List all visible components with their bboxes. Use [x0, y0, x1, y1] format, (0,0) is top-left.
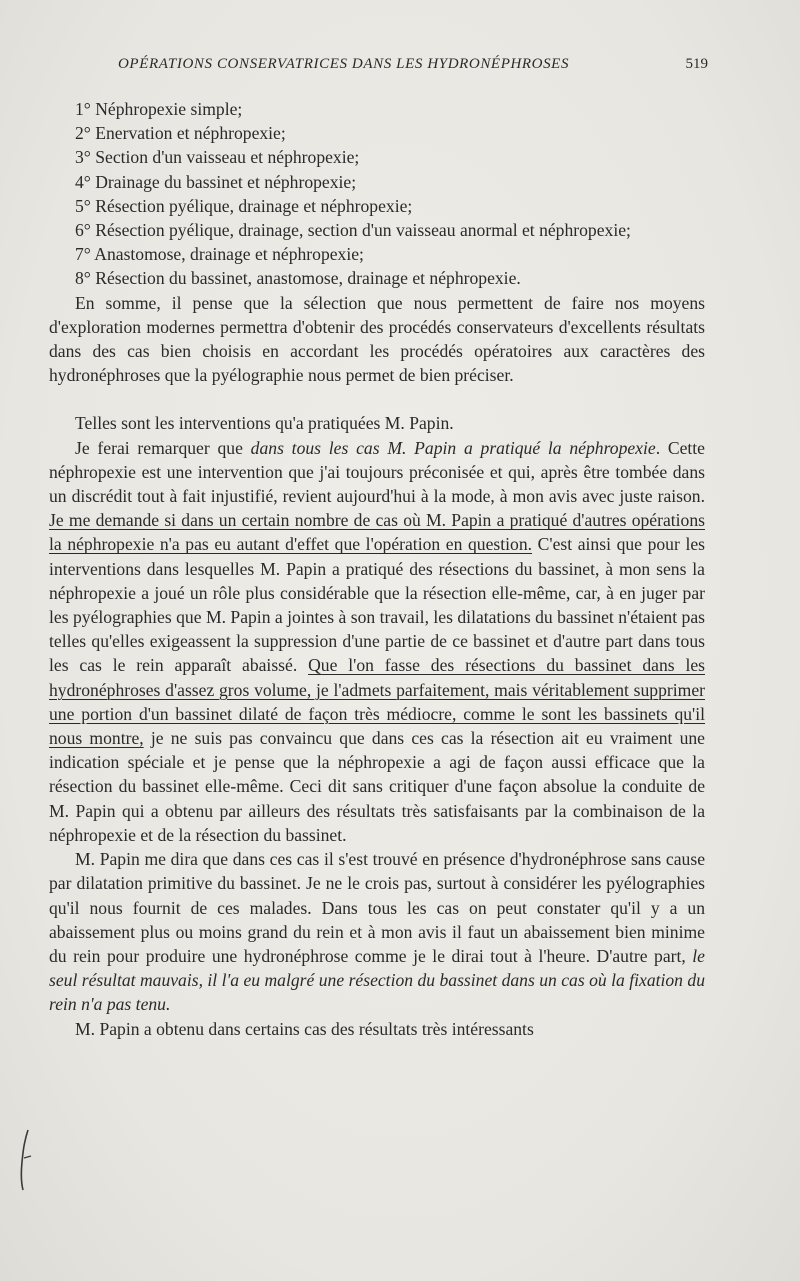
list-item: 3° Section d'un vaisseau et néphropexie;: [75, 147, 360, 168]
paragraph: M. Papin a obtenu dans certains cas des résultats très intéressants: [75, 1018, 534, 1039]
underlined-run: Je me demande si dans un certain nombre de cas où M. Papin a pratiqué d'autres opérations la néphropexie n'a pas eu autant d'effet que l'opération en question.: [49, 510, 705, 555]
margin-pen-mark: [14, 1128, 34, 1192]
text-run: Je ferai remarquer que: [75, 437, 251, 458]
paragraph-gap: [49, 387, 705, 411]
paragraph: [49, 436, 705, 847]
text-run: M. Papin me dira que dans ces cas il s'est trouvé en présence d'hydronéphrose sans cause par dilatation primitive du bassinet. Je ne le crois pas, surtout à considérer les pyélographies qu'il nous fournit de ces malades. Dans tous les cas on peut constater qu'il y a un abaissement plus ou moins grand du rein et à mon avis il faut un abaissement bien minime du rein pour produire une hydronéphrose comme je le dirai tout à l'heure. D'autre part,: [49, 849, 705, 966]
running-header: [118, 56, 708, 78]
list-item: 6° Résection pyélique, drainage, section d'un vaisseau anormal et néphropexie;: [75, 220, 631, 241]
italic-run: le seul résultat mauvais, il l'a eu malgré une résection du bassinet dans un cas où la fixation du rein n'a pas tenu.: [49, 945, 705, 1015]
page-number: 519: [685, 56, 708, 72]
list-item: 1° Néphropexie simple;: [75, 99, 243, 119]
underlined-run: Que l'on fasse des résections du bassinet dans les hydronéphroses d'assez gros volume, je l'admets parfaitement, mais véritablement supprimer une portion d'un bassinet dilaté de façon très médiocre, comme le sont les bassinets qu'il nous montre,: [49, 655, 705, 749]
list-item: 2° Enervation et néphropexie;: [75, 123, 286, 144]
procedure-list: [49, 97, 705, 291]
paragraph: [49, 847, 705, 1016]
text-run: C'est ainsi que pour les interventions dans lesquelles M. Papin a pratiqué des résections du bassinet, à mon sens la néphropexie a joué un rôle plus considérable que la résection elle-même, car, à en juger par les pyélographies que M. Papin a jointes à son travail, les dilatations du bassinet n'étaient pas telles qu'elles exigeassent la suppression d'une partie de ce bassinet et d'autre part dans tous les cas le rein apparaît abaissé.: [49, 534, 706, 676]
list-item: 8° Résection du bassinet, anastomose, drainage et néphropexie.: [75, 268, 521, 289]
paragraph: Telles sont les interventions qu'a pratiquées M. Papin.: [75, 413, 454, 434]
body-text: [49, 97, 705, 1041]
paragraph: En somme, il pense que la sélection que nous permettent de faire nos moyens d'exploration modernes permettra d'obtenir des procédés conservateurs d'excellents résultats dans des cas bien choisis en accordant les procédés opératoires aux caractères des hydronéphroses que la pyélographie nous permet de bien préciser.: [49, 292, 705, 386]
running-title: OPÉRATIONS CONSERVATRICES DANS LES HYDRONÉPHROSES: [118, 56, 570, 72]
list-item: 7° Anastomose, drainage et néphropexie;: [75, 244, 364, 265]
list-item: 4° Drainage du bassinet et néphropexie;: [75, 171, 357, 192]
list-item: 5° Résection pyélique, drainage et néphropexie;: [75, 195, 413, 216]
italic-run: dans tous les cas M. Papin a pratiqué la néphropexie: [250, 437, 656, 458]
text-run: je ne suis pas convaincu que dans ces cas la résection ait eu vraiment une indication spéciale et je pense que la néphropexie a agi de façon aussi efficace que la résection du bassinet elle-même. Ceci dit sans critiquer d'une façon absolue la conduite de M. Papin qui a obtenu par ailleurs des résultats très satisfaisants par la combinaison de la néphropexie et de la résection du bassinet.: [49, 728, 705, 845]
text-run: . Cette néphropexie est une intervention que j'ai toujours préconisée et qui, après être tombée dans un discrédit tout à fait injustifié, revient aujourd'hui à la mode, à mon avis avec juste raison.: [49, 437, 705, 507]
